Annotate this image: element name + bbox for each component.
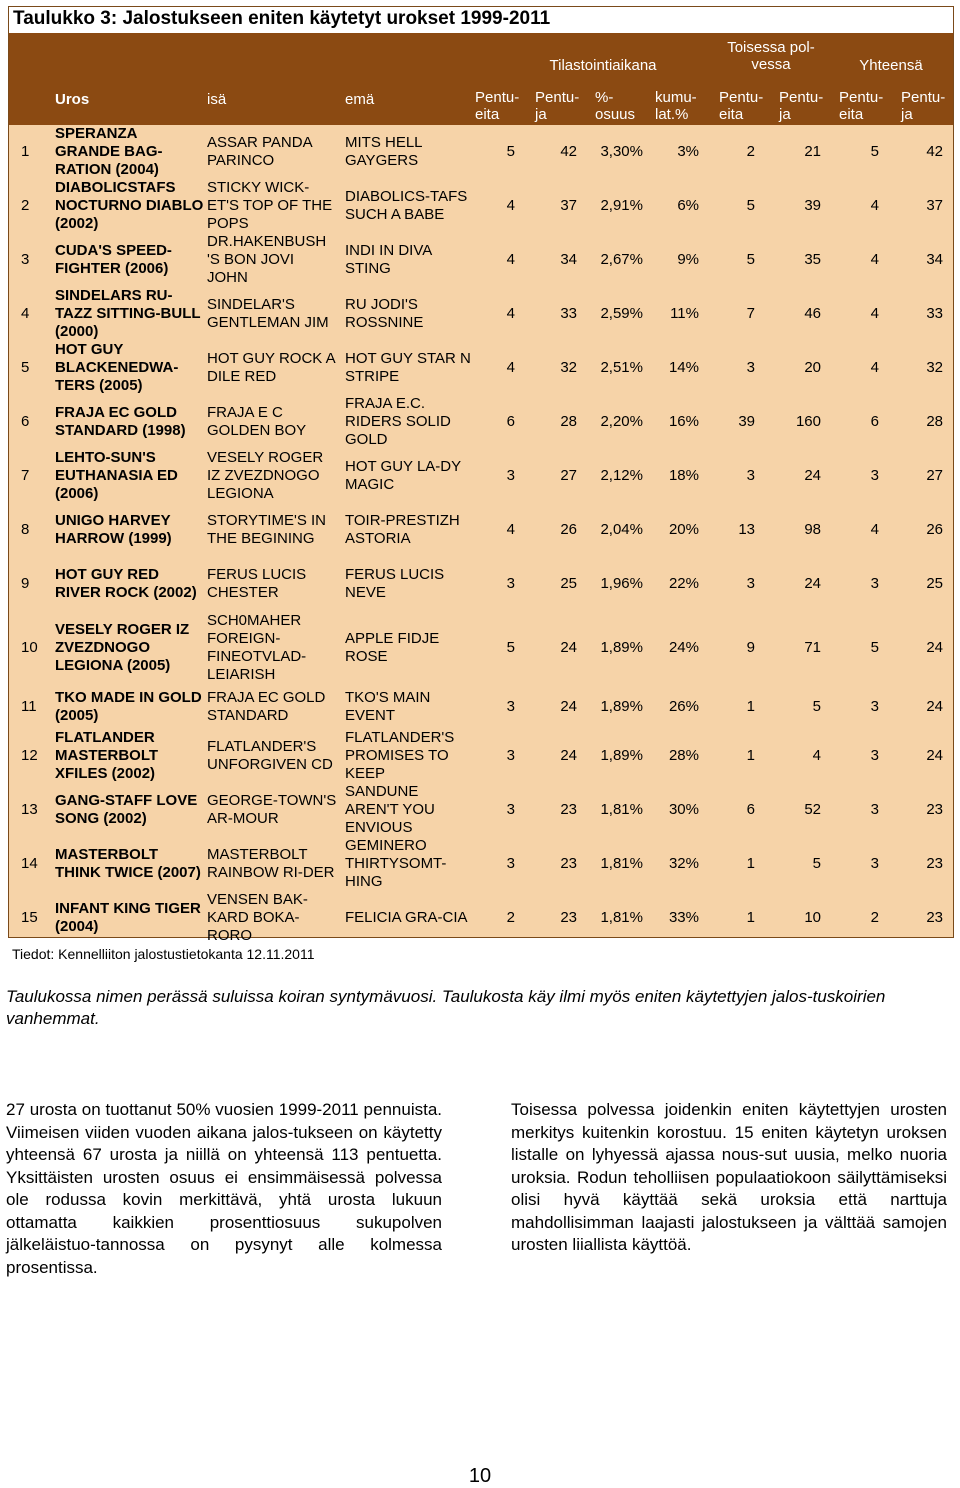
cell-p3: 4	[870, 359, 879, 376]
cell-ema: FERUS LUCIS NEVE	[345, 566, 445, 601]
cell-j2: 4	[812, 747, 821, 764]
cell-kum: 14%	[668, 359, 699, 376]
col-header-isa: isä	[207, 91, 227, 108]
cell-p2: 1	[746, 698, 755, 715]
cell-uros: SPERANZA GRANDE BAG-RATION (2004)	[55, 125, 163, 178]
cell-j3: 24	[926, 698, 943, 715]
cell-j2: 39	[804, 197, 821, 214]
cell-ema: RU JODI'S ROSSNINE	[345, 296, 424, 331]
cell-p1: 3	[506, 698, 515, 715]
col-header-kumulat: kumu-lat.%	[655, 89, 697, 123]
cell-j1: 26	[560, 521, 577, 538]
cell-j1: 37	[560, 197, 577, 214]
cell-j3: 23	[926, 855, 943, 872]
table-body	[9, 125, 953, 944]
cell-uros: FLATLANDER MASTERBOLT XFILES (2002)	[55, 729, 159, 782]
row-index: 3	[21, 251, 30, 268]
group-header-yhteensa: Yhteensä	[859, 57, 923, 74]
table-row	[9, 557, 953, 611]
cell-kum: 18%	[668, 467, 699, 484]
cell-uros: HOT GUY RED RIVER ROCK (2002)	[55, 566, 197, 601]
cell-isa: FLATLANDER'S UNFORGIVEN CD	[207, 738, 333, 773]
cell-p3: 2	[870, 909, 879, 926]
table-row	[9, 125, 953, 179]
cell-ema: APPLE FIDJE ROSE	[345, 630, 440, 665]
cell-osuus: 2,91%	[600, 197, 643, 214]
cell-p2: 9	[746, 639, 755, 656]
cell-kum: 22%	[668, 575, 699, 592]
cell-j2: 98	[804, 521, 821, 538]
cell-osuus: 2,20%	[600, 413, 643, 430]
cell-j2: 10	[804, 909, 821, 926]
cell-uros: MASTERBOLT THINK TWICE (2007)	[55, 846, 201, 881]
cell-osuus: 2,51%	[600, 359, 643, 376]
cell-j1: 23	[560, 855, 577, 872]
cell-ema: MITS HELL GAYGERS	[345, 134, 422, 169]
cell-p1: 4	[506, 521, 515, 538]
cell-kum: 28%	[668, 747, 699, 764]
cell-p2: 13	[738, 521, 755, 538]
cell-j3: 32	[926, 359, 943, 376]
cell-p2: 1	[746, 747, 755, 764]
cell-p2: 3	[746, 359, 755, 376]
row-index: 12	[21, 747, 38, 764]
cell-p1: 4	[506, 305, 515, 322]
table-row	[9, 891, 953, 945]
cell-j2: 21	[804, 143, 821, 160]
cell-j1: 34	[560, 251, 577, 268]
cell-kum: 16%	[668, 413, 699, 430]
cell-p2: 5	[746, 197, 755, 214]
cell-j1: 42	[560, 143, 577, 160]
cell-j1: 24	[560, 747, 577, 764]
cell-j2: 5	[812, 855, 821, 872]
cell-p3: 3	[870, 575, 879, 592]
cell-j2: 24	[804, 467, 821, 484]
cell-j2: 160	[795, 413, 821, 430]
cell-osuus: 2,04%	[600, 521, 643, 538]
cell-j2: 24	[804, 575, 821, 592]
cell-p3: 3	[870, 698, 879, 715]
table-header	[9, 33, 953, 125]
row-index: 13	[21, 801, 38, 818]
cell-j1: 28	[560, 413, 577, 430]
cell-isa: FRAJA E C GOLDEN BOY	[207, 404, 307, 439]
cell-j1: 25	[560, 575, 577, 592]
row-index: 2	[21, 197, 30, 214]
cell-osuus: 3,30%	[600, 143, 643, 160]
cell-p1: 3	[506, 855, 515, 872]
cell-j1: 24	[560, 698, 577, 715]
cell-ema: FELICIA GRA-CIA	[345, 909, 468, 926]
cell-osuus: 1,96%	[600, 575, 643, 592]
cell-uros: LEHTO-SUN'S EUTHANASIA ED (2006)	[55, 449, 178, 502]
cell-osuus: 2,12%	[600, 467, 643, 484]
table-title-bar	[9, 7, 953, 34]
cell-p3: 4	[870, 305, 879, 322]
cell-ema: DIABOLICS-TAFS SUCH A BABE	[345, 188, 468, 223]
cell-isa: GEORGE-TOWN'S AR-MOUR	[207, 792, 337, 827]
cell-j1: 24	[560, 639, 577, 656]
row-index: 15	[21, 909, 38, 926]
cell-osuus: 2,67%	[600, 251, 643, 268]
cell-kum: 9%	[677, 251, 699, 268]
cell-j3: 37	[926, 197, 943, 214]
cell-ema: SANDUNE AREN'T YOU ENVIOUS	[345, 783, 435, 836]
cell-uros: HOT GUY BLACKENEDWA-TERS (2005)	[55, 341, 179, 394]
row-index: 9	[21, 575, 30, 592]
table-row	[9, 729, 953, 783]
breeding-table	[8, 6, 954, 944]
cell-p1: 2	[506, 909, 515, 926]
cell-p3: 3	[870, 467, 879, 484]
cell-j1: 23	[560, 909, 577, 926]
table-row	[9, 179, 953, 233]
cell-ema: HOT GUY LA-DY MAGIC	[345, 458, 461, 493]
cell-j2: 5	[812, 698, 821, 715]
cell-j2: 52	[804, 801, 821, 818]
cell-osuus: 1,89%	[600, 639, 643, 656]
row-index: 7	[21, 467, 30, 484]
col-header-pentueita-3: Pentu-eita	[839, 89, 884, 123]
table-row	[9, 611, 953, 685]
cell-uros: VESELY ROGER IZ ZVEZDNOGO LEGIONA (2005)	[55, 621, 190, 674]
cell-p1: 3	[506, 747, 515, 764]
cell-ema: HOT GUY STAR N STRIPE	[345, 350, 471, 385]
cell-isa: ASSAR PANDA PARINCO	[207, 134, 312, 169]
cell-p1: 3	[506, 801, 515, 818]
cell-j1: 33	[560, 305, 577, 322]
cell-j3: 25	[926, 575, 943, 592]
cell-kum: 6%	[677, 197, 699, 214]
cell-kum: 24%	[668, 639, 699, 656]
cell-j3: 24	[926, 639, 943, 656]
page-number: 10	[468, 1465, 492, 1487]
col-header-pentuja-3: Pentu-ja	[901, 89, 946, 123]
cell-kum: 32%	[668, 855, 699, 872]
cell-p3: 4	[870, 521, 879, 538]
cell-p1: 3	[506, 575, 515, 592]
row-index: 10	[21, 639, 38, 656]
cell-p1: 4	[506, 197, 515, 214]
cell-p3: 3	[870, 801, 879, 818]
cell-osuus: 1,81%	[600, 855, 643, 872]
cell-j3: 34	[926, 251, 943, 268]
table-row	[9, 233, 953, 287]
cell-kum: 26%	[668, 698, 699, 715]
cell-osuus: 1,81%	[600, 909, 643, 926]
cell-osuus: 1,89%	[600, 698, 643, 715]
cell-p2: 3	[746, 467, 755, 484]
cell-p3: 3	[870, 747, 879, 764]
col-header-ema: emä	[345, 91, 375, 108]
cell-p2: 7	[746, 305, 755, 322]
cell-uros: SINDELARS RU-TAZZ SITTING-BULL (2000)	[55, 287, 201, 340]
cell-isa: VENSEN BAK-KARD BOKA-RORO	[207, 891, 308, 944]
cell-p1: 5	[506, 143, 515, 160]
row-index: 6	[21, 413, 30, 430]
cell-isa: VESELY ROGER IZ ZVEZDNOGO LEGIONA	[207, 449, 324, 502]
cell-p2: 1	[746, 909, 755, 926]
cell-j1: 27	[560, 467, 577, 484]
cell-kum: 33%	[668, 909, 699, 926]
cell-p2: 3	[746, 575, 755, 592]
table-row	[9, 341, 953, 395]
table-row	[9, 783, 953, 837]
cell-j2: 20	[804, 359, 821, 376]
cell-kum: 11%	[670, 305, 699, 322]
table-row	[9, 395, 953, 449]
table-row	[9, 685, 953, 729]
cell-isa: FRAJA EC GOLD STANDARD	[207, 689, 326, 724]
body-text-right: Toisessa polvessa joidenkin eniten käytettyjen urosten merkitys kuitenkin korostuu. 15 eniten käytetyn uroksen listalle on lyhyessä ajassa nous-sut uusia, melko nuoria uroksia. Rodun teholliisen populaatiokoon säilyttämiseksi olisi hyvä käyttää sekä uroksia että narttuja mahdollisimman laajasti jalostukseen ja välttää samojen urosten liiallista käyttöä.	[511, 1100, 947, 1254]
cell-p1: 5	[506, 639, 515, 656]
col-header-pentuja-1: Pentu-ja	[535, 89, 580, 123]
row-index: 8	[21, 521, 30, 538]
cell-p1: 4	[506, 359, 515, 376]
cell-uros: FRAJA EC GOLD STANDARD (1998)	[55, 404, 186, 439]
table-row	[9, 449, 953, 503]
cell-p2: 1	[746, 855, 755, 872]
cell-osuus: 2,59%	[600, 305, 643, 322]
col-header-pentuja-2: Pentu-ja	[779, 89, 824, 123]
cell-p3: 3	[870, 855, 879, 872]
cell-p2: 39	[738, 413, 755, 430]
row-index: 14	[21, 855, 38, 872]
cell-uros: TKO MADE IN GOLD (2005)	[55, 689, 202, 724]
cell-p1: 4	[506, 251, 515, 268]
table-row	[9, 503, 953, 557]
cell-uros: CUDA'S SPEED-FIGHTER (2006)	[55, 242, 172, 277]
col-header-pentueita-2: Pentu-eita	[719, 89, 764, 123]
cell-isa: STORYTIME'S IN THE BEGINING	[207, 512, 326, 547]
cell-osuus: 1,81%	[600, 801, 643, 818]
cell-j3: 23	[926, 909, 943, 926]
cell-isa: HOT GUY ROCK A DILE RED	[207, 350, 335, 385]
cell-p3: 4	[870, 197, 879, 214]
row-index: 4	[21, 305, 30, 322]
cell-j1: 23	[560, 801, 577, 818]
cell-p3: 5	[870, 143, 879, 160]
cell-j3: 27	[926, 467, 943, 484]
group-header-tilastointiaikana: Tilastointiaikana	[549, 57, 657, 74]
cell-p1: 6	[506, 413, 515, 430]
source-note: Tiedot: Kennelliiton jalostustietokanta 12.11.2011	[12, 946, 315, 962]
cell-j3: 24	[926, 747, 943, 764]
cell-ema: FRAJA E.C. RIDERS SOLID GOLD	[345, 395, 451, 448]
cell-ema: TKO'S MAIN EVENT	[345, 689, 431, 724]
cell-kum: 20%	[668, 521, 699, 538]
cell-ema: INDI IN DIVA STING	[345, 242, 432, 277]
col-header-osuus: %-osuus	[595, 89, 636, 123]
table-row	[9, 837, 953, 891]
cell-p3: 6	[870, 413, 879, 430]
cell-j2: 46	[804, 305, 821, 322]
cell-j3: 23	[926, 801, 943, 818]
cell-isa: MASTERBOLT RAINBOW RI-DER	[207, 846, 335, 881]
cell-j3: 26	[926, 521, 943, 538]
cell-ema: FLATLANDER'S PROMISES TO KEEP	[345, 729, 455, 782]
cell-isa: FERUS LUCIS CHESTER	[207, 566, 307, 601]
cell-p3: 4	[870, 251, 879, 268]
cell-j2: 35	[804, 251, 821, 268]
body-text-left: 27 urosta on tuottanut 50% vuosien 1999-2011 pennuista. Viimeisen viiden vuoden aikana jalos-tukseen on käytetty yhteensä 67 urosta ja niillä on yhteensä 113 pentuetta. Yksittäisten urosten osuus ei ensimmäisessä polvessa ole rodussa kovin merkittävä, yhtä urosta lukuun ottamatta kaikkien prosenttiosuus sukupolven jälkeläistuo-tannossa on pysynyt alle kolmessa prosentissa.	[6, 1100, 442, 1277]
cell-kum: 30%	[668, 801, 699, 818]
cell-kum: 3%	[677, 143, 699, 160]
cell-j3: 42	[926, 143, 943, 160]
group-header-toisessa: Toisessa pol-vessa	[727, 39, 815, 73]
cell-j1: 32	[560, 359, 577, 376]
row-index: 11	[21, 698, 37, 715]
col-header-uros: Uros	[55, 91, 90, 108]
cell-p2: 5	[746, 251, 755, 268]
table-row	[9, 287, 953, 341]
cell-uros: GANG-STAFF LOVE SONG (2002)	[55, 792, 198, 827]
cell-ema: TOIR-PRESTIZH ASTORIA	[345, 512, 460, 547]
row-index: 1	[21, 143, 30, 160]
cell-p2: 2	[746, 143, 755, 160]
cell-p2: 6	[746, 801, 755, 818]
cell-ema: GEMINERO THIRTYSOMT-HING	[345, 837, 447, 890]
cell-j2: 71	[804, 639, 821, 656]
cell-uros: UNIGO HARVEY HARROW (1999)	[55, 512, 172, 547]
cell-osuus: 1,89%	[600, 747, 643, 764]
cell-j3: 28	[926, 413, 943, 430]
col-header-pentueita-1: Pentu-eita	[475, 89, 520, 123]
row-index: 5	[21, 359, 30, 376]
cell-uros: DIABOLICSTAFS NOCTURNO DIABLO (2002)	[55, 179, 204, 232]
cell-p1: 3	[506, 467, 515, 484]
cell-uros: INFANT KING TIGER (2004)	[55, 900, 201, 935]
cell-isa: STICKY WICK-ET'S TOP OF THE POPS	[207, 179, 333, 232]
cell-p3: 5	[870, 639, 879, 656]
table-caption: Taulukossa nimen perässä suluissa koiran syntymävuosi. Taulukosta käy ilmi myös eniten käytettyjen jalos-tuskoirien vanhemmat.	[6, 987, 886, 1028]
cell-isa: SINDELAR'S GENTLEMAN JIM	[207, 296, 329, 331]
table-title: Taulukko 3: Jalostukseen eniten käytetyt urokset 1999-2011	[13, 8, 551, 29]
cell-j3: 33	[926, 305, 943, 322]
cell-isa: DR.HAKENBUSH 'S BON JOVI JOHN	[207, 233, 327, 286]
cell-isa: SCH0MAHER FOREIGN-FINEOTVLAD-LEIARISH	[207, 612, 307, 683]
